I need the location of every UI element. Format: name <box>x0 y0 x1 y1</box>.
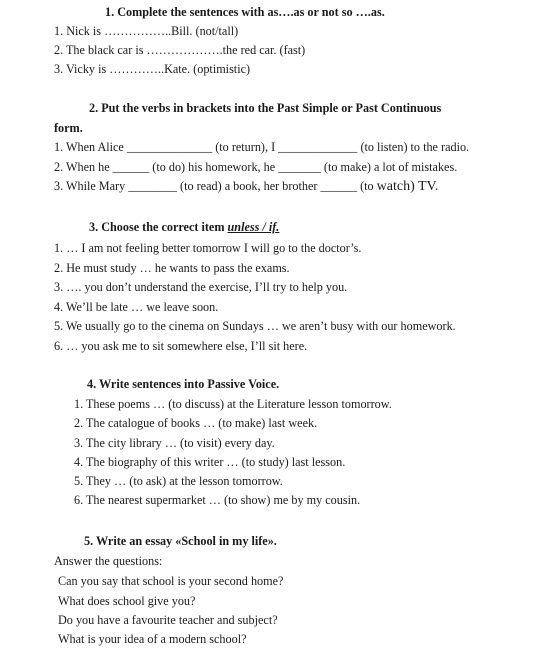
s4-item-1: 1. These poems … (to discuss) at the Literature lesson tomorrow. <box>74 397 392 411</box>
s2-item-1: 1. When Alice ______________ (to return), I _____________ (to listen) to the radio. <box>54 140 470 154</box>
s5-question-2: What does school give you? <box>58 594 196 608</box>
s4-item-4: 4. The biography of this writer … (to study) last lesson. <box>74 455 346 469</box>
s1-item-1: 1. Nick is ……………..Bill. (not/tall) <box>54 24 239 38</box>
section-1-heading: 1. Complete the sentences with as….as or not so ….as. <box>105 5 385 19</box>
section-5-heading: 5. Write an essay «School in my life». <box>84 534 277 548</box>
s2-item-3-tail: watch) TV. <box>376 179 439 194</box>
s1-item-3: 3. Vicky is …………..Kate. (optimistic) <box>54 62 251 76</box>
s5-intro: Answer the questions: <box>54 554 163 568</box>
s2-item-2: 2. When he ______ (to do) his homework, he _______ (to make) a lot of mistakes. <box>54 160 458 174</box>
section-4-heading: 4. Write sentences into Passive Voice. <box>87 377 280 391</box>
s4-item-2: 2. The catalogue of books … (to make) last week. <box>74 416 318 430</box>
section-2-heading-cont: form. <box>54 121 83 135</box>
s2-item-3-text: 3. While Mary ________ (to read) a book, her brother ______ (to <box>54 179 377 193</box>
s1-item-2: 2. The black car is ……………….the red car. (fast) <box>54 43 306 57</box>
section-2-heading: 2. Put the verbs in brackets into the Past Simple or Past Continuous <box>89 101 442 115</box>
section-3-heading <box>89 221 279 233</box>
section-3-heading-text: 3. Choose the correct item <box>89 220 228 234</box>
s3-item-6: 6. … you ask me to sit somewhere else, I’ll sit here. <box>54 339 308 353</box>
s5-question-4: What is your idea of a modern school? <box>58 632 247 646</box>
s3-item-1: 1. … I am not feeling better tomorrow I will go to the doctor’s. <box>54 241 362 255</box>
s5-question-1: Can you say that school is your second home? <box>58 574 284 588</box>
s2-item-3 <box>54 180 438 194</box>
section-3-options: unless / if. <box>227 220 280 234</box>
s5-question-3: Do you have a favourite teacher and subject? <box>58 613 278 627</box>
s3-item-3: 3. …. you don’t understand the exercise, I’ll try to help you. <box>54 280 348 294</box>
s3-item-4: 4. We’ll be late … we leave soon. <box>54 300 219 314</box>
s3-item-2: 2. He must study … he wants to pass the exams. <box>54 261 290 275</box>
s4-item-6: 6. The nearest supermarket … (to show) me by my cousin. <box>74 493 361 507</box>
s4-item-3: 3. The city library … (to visit) every day. <box>74 436 275 450</box>
s3-item-5: 5. We usually go to the cinema on Sundays … we aren’t busy with our homework. <box>54 319 456 333</box>
s4-item-5: 5. They … (to ask) at the lesson tomorrow. <box>74 474 283 488</box>
